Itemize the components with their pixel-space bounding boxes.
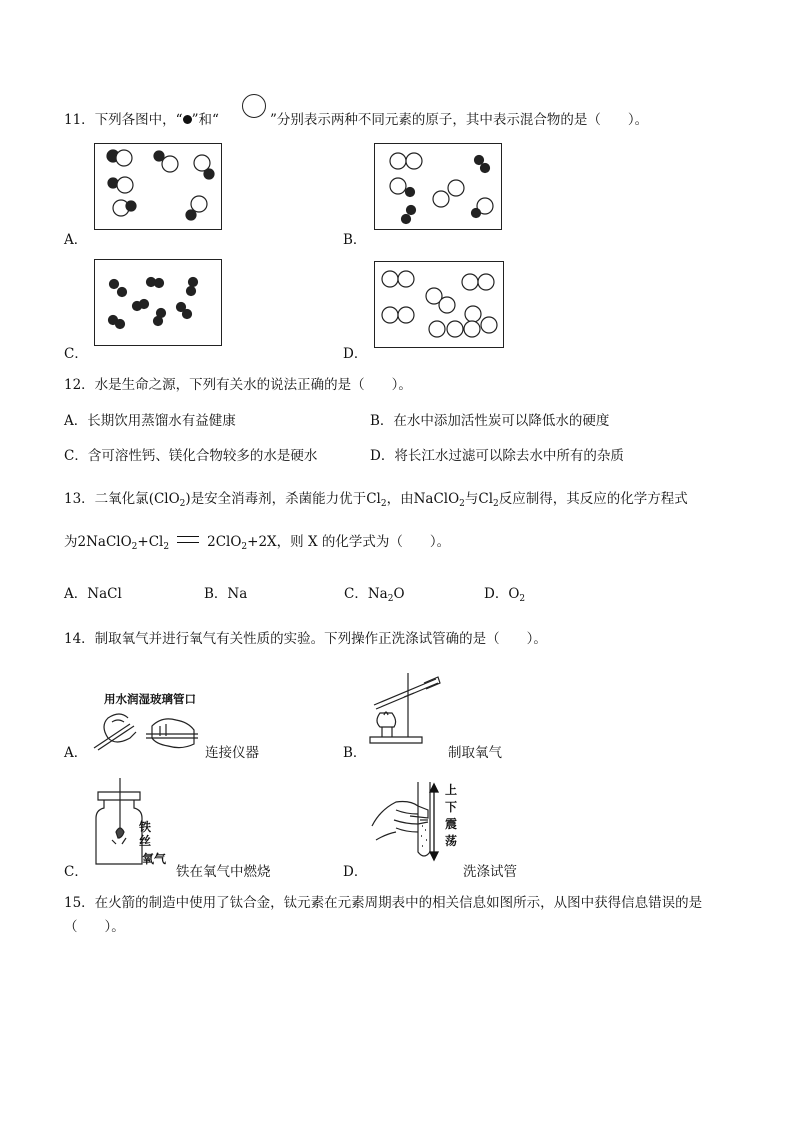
q12-stem: 12．水是生命之源，下列有关水的说法正确的是（ ）。 bbox=[64, 377, 412, 393]
q12-option-a: A．长期饮用蒸馏水有益健康 bbox=[64, 413, 236, 429]
chemical-equation: $2NaClO_2+Cl_2$ 2ClO$_2$+2X bbox=[77, 534, 277, 552]
molecule-diagram-a bbox=[95, 144, 221, 229]
q11-diagram-a bbox=[94, 143, 222, 230]
q14-b-figure bbox=[364, 665, 444, 749]
q14-stem: 14．制取氧气并进行氧气有关性质的实验。下列操作正洗涤试管确的是（ ）。 bbox=[64, 631, 547, 647]
q14-c-gas: 氧气 bbox=[142, 852, 167, 866]
q14-a-text: 连接仪器 bbox=[205, 745, 259, 761]
q14-d-text: 洗涤试管 bbox=[463, 864, 517, 880]
q11-diagram-c bbox=[94, 259, 222, 346]
q14-option-c: C． bbox=[64, 864, 88, 880]
q12-option-b: B．在水中添加活性炭可以降低水的硬度 bbox=[370, 413, 610, 429]
q12-option-d: D．将长江水过滤可以除去水中所有的杂质 bbox=[370, 448, 624, 464]
q11-option-c: C． bbox=[64, 346, 88, 362]
molecule-diagram-d bbox=[375, 262, 503, 347]
formula-cl2: $Cl_2$ bbox=[366, 491, 387, 509]
q15-line1: 15．在火箭的制造中使用了钛合金，钛元素在元素周期表中的相关信息如图所示，从图中获得信息错误的是 bbox=[64, 895, 703, 911]
equals-sign bbox=[177, 536, 199, 543]
q11-diagram-d bbox=[374, 261, 504, 348]
q14-c-wire2: 丝 bbox=[139, 834, 152, 848]
q11-diagram-b bbox=[374, 143, 502, 230]
q14-c-figure bbox=[90, 774, 146, 868]
q13-option-d: D．$O_2$ bbox=[484, 586, 526, 604]
q15-line2: （ ）。 bbox=[64, 919, 125, 935]
q13-line2: 为$2NaClO_2+Cl_2$ 2ClO$_2$+2X，则 X 的化学式为（ ）。 bbox=[64, 534, 451, 552]
molecule-diagram-c bbox=[95, 260, 221, 345]
q14-c-wire1: 铁 bbox=[139, 820, 152, 834]
q11-option-b: B． bbox=[343, 232, 367, 248]
q14-option-d: D． bbox=[343, 864, 368, 880]
q11-stem-tail: ”分别表示两种不同元素的原子，其中表示混合物的是（ ）。 bbox=[270, 112, 649, 128]
q13-option-c: C．$Na_2O$ bbox=[344, 586, 405, 604]
q14-c-text: 铁在氧气中燃烧 bbox=[176, 864, 271, 880]
molecule-diagram-b bbox=[375, 144, 501, 229]
q12-option-c: C．含可溶性钙、镁化合物较多的水是硬水 bbox=[64, 448, 318, 464]
up-down-arrow-icon bbox=[428, 782, 440, 862]
q13-option-a: A．NaCl bbox=[64, 586, 122, 602]
q11-stem: 11．下列各图中，“ ”和“ bbox=[64, 112, 219, 128]
formula-naclo2: NaClO$_2$ bbox=[413, 491, 465, 509]
q14-option-a: A． bbox=[64, 745, 88, 761]
q14-a-caption: 用水润湿玻璃管口 bbox=[104, 692, 196, 706]
q14-option-b: B． bbox=[343, 745, 367, 761]
q14-a-figure bbox=[90, 704, 202, 754]
q11-option-a: A． bbox=[64, 232, 88, 248]
formula-clo2: (ClO$_2$) bbox=[148, 491, 191, 509]
q13-line1: 13．二氧化氯(ClO$_2$)是安全消毒剂，杀菌能力优于$Cl_2$，由NaClO$_2$与$Cl_2$反应制得，其反应的化学方程式 bbox=[64, 491, 688, 509]
q14-b-text: 制取氧气 bbox=[448, 745, 502, 761]
q11-option-d: D． bbox=[343, 346, 368, 362]
q13-option-b: B．Na bbox=[204, 586, 248, 602]
white-atom-icon bbox=[242, 94, 266, 118]
formula-cl2-b: $Cl_2$ bbox=[478, 491, 499, 509]
q14-d-arrow-text: 上 下 震 荡 bbox=[445, 783, 458, 848]
black-atom-icon bbox=[183, 115, 192, 124]
